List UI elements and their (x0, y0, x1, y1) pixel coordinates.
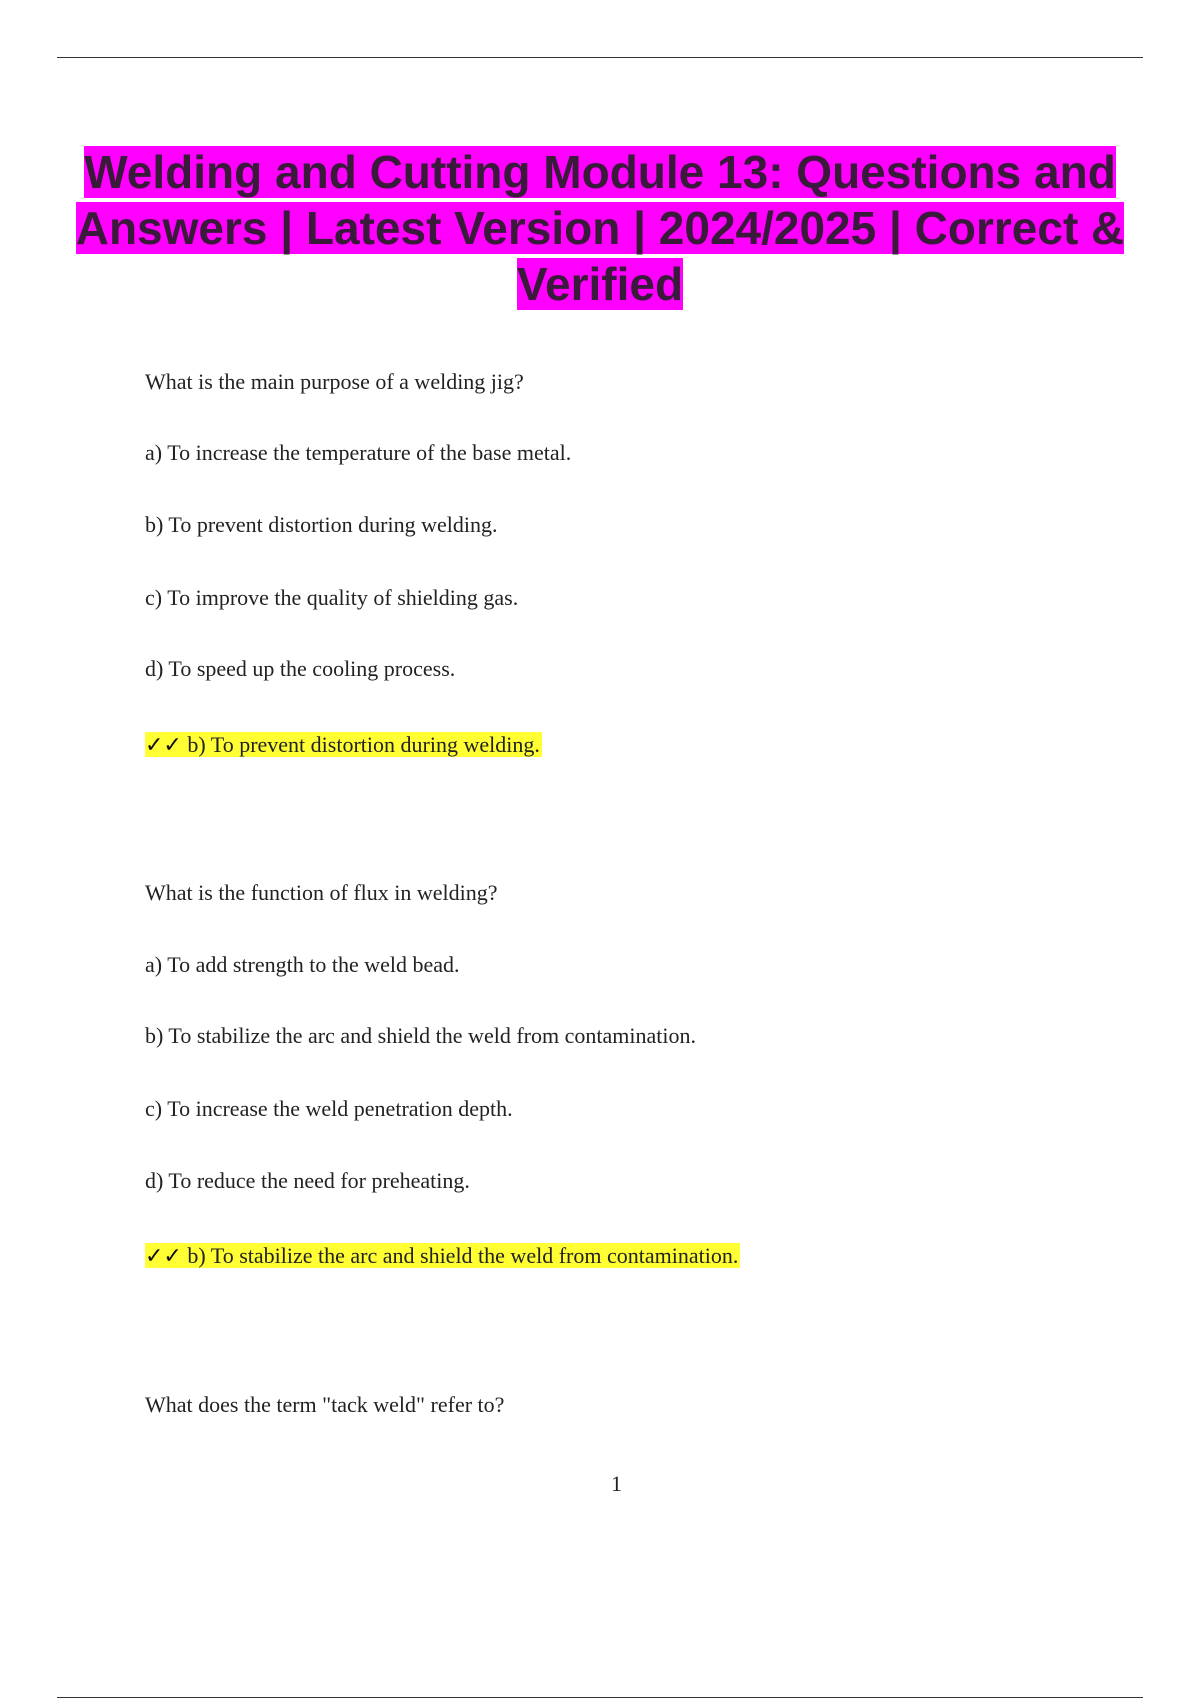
question-3: What does the term "tack weld" refer to? (145, 1392, 505, 1417)
question-1: What is the main purpose of a welding jig? (145, 369, 524, 394)
question-1-option-b: b) To prevent distortion during welding. (145, 512, 498, 537)
question-2-option-b: b) To stabilize the arc and shield the weld from contamination. (145, 1023, 696, 1048)
question-2-answer-text: b) To stabilize the arc and shield the weld from contamination. (187, 1243, 739, 1268)
question-2-option-a: a) To add strength to the weld bead. (145, 952, 460, 977)
check-icon: ✓✓ (145, 1244, 182, 1269)
question-1-option-d: d) To speed up the cooling process. (145, 656, 456, 681)
header-rule (57, 57, 1143, 58)
question-2: What is the function of flux in welding? (145, 880, 498, 905)
document-title-text: Welding and Cutting Module 13: Questions and Answers | Latest Version | 2024/2025 | Correct & Verified (75, 146, 1125, 310)
question-1-answer-text: b) To prevent distortion during welding. (187, 732, 540, 757)
check-icon: ✓✓ (145, 733, 182, 758)
document-title (60, 144, 1140, 312)
question-1-answer (145, 731, 542, 760)
question-2-option-d: d) To reduce the need for preheating. (145, 1168, 470, 1193)
question-1-option-a: a) To increase the temperature of the base metal. (145, 440, 572, 465)
question-2-option-c: c) To increase the weld penetration depth. (145, 1096, 513, 1121)
page-number: 1 (611, 1471, 622, 1496)
question-1-option-c: c) To improve the quality of shielding gas. (145, 585, 519, 610)
footer-rule (57, 1697, 1143, 1698)
question-2-answer (145, 1242, 740, 1271)
question-1-answer-highlight (145, 732, 542, 757)
question-2-answer-highlight (145, 1243, 740, 1268)
